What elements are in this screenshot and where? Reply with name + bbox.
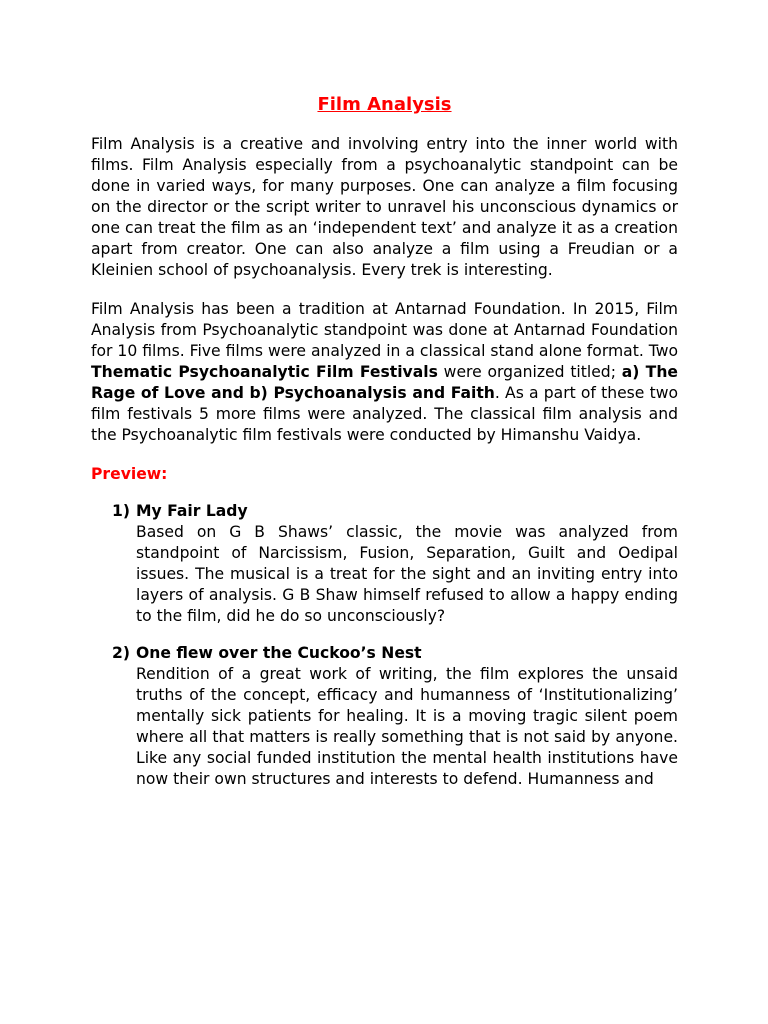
list-item — [91, 501, 678, 627]
intro-paragraph: Film Analysis is a creative and involving entry into the inner world with films. Film Analysis especially from a psychoanalytic standpoint can be done in varied ways, for many purposes. One can analyze a film focusing on the director or the script writer to unravel his unconscious dynamics or one can treat the film as an ‘independent text’ and analyze it as a creation apart from creator. One can also analyze a film using a Freudian or a Kleinien school of psychoanalysis. Every trek is interesting. — [91, 135, 678, 279]
history-text-part2: were organized titled; — [437, 363, 622, 381]
festival-titles-bold-text: a) The Rage of Love and b) Psychoanalysis and Faith — [91, 363, 678, 402]
history-paragraph — [91, 299, 678, 446]
history-text-part3: . As a part of these two film festivals 5 more films were analyzed. The classical film analysis and the Psychoanalytic film festivals were conducted by Himanshu Vaidya. — [91, 384, 678, 444]
history-text-part1: Film Analysis has been a tradition at Antarnad Foundation. In 2015, Film Analysis from Psychoanalytic standpoint was done at Antarnad Foundation for 10 films. Five films were analyzed in a classical stand alone format. Two — [91, 300, 678, 360]
list-item-description: Based on G B Shaws’ classic, the movie was analyzed from standpoint of Narcissism, Fusion, Separation, Guilt and Oedipal issues. The musical is a treat for the sight and an inviting entry into layers of analysis. G B Shaw himself refused to allow a happy ending to the film, did he do so unconsciously? — [136, 523, 678, 625]
preview-heading: Preview: — [91, 465, 168, 483]
document-page — [91, 94, 678, 806]
list-item-number: 1) — [112, 502, 130, 520]
list-item-description: Rendition of a great work of writing, the film explores the unsaid truths of the concept, efficacy and humanness of ‘Institutionalizing’ mentally sick patients for healing. It is a moving tragic silent poem where all that matters is really something that is not said by anyone. Like any social funded institution the mental health institutions have now their own structures and interests to defend. Humanness and — [136, 665, 678, 788]
list-item-title: One flew over the Cuckoo’s Nest — [136, 644, 422, 662]
list-item — [91, 643, 678, 790]
list-item-number: 2) — [112, 644, 130, 662]
festivals-bold-text: Thematic Psychoanalytic Film Festivals — [91, 363, 438, 381]
document-title: Film Analysis — [317, 94, 452, 115]
list-item-title: My Fair Lady — [136, 502, 248, 520]
